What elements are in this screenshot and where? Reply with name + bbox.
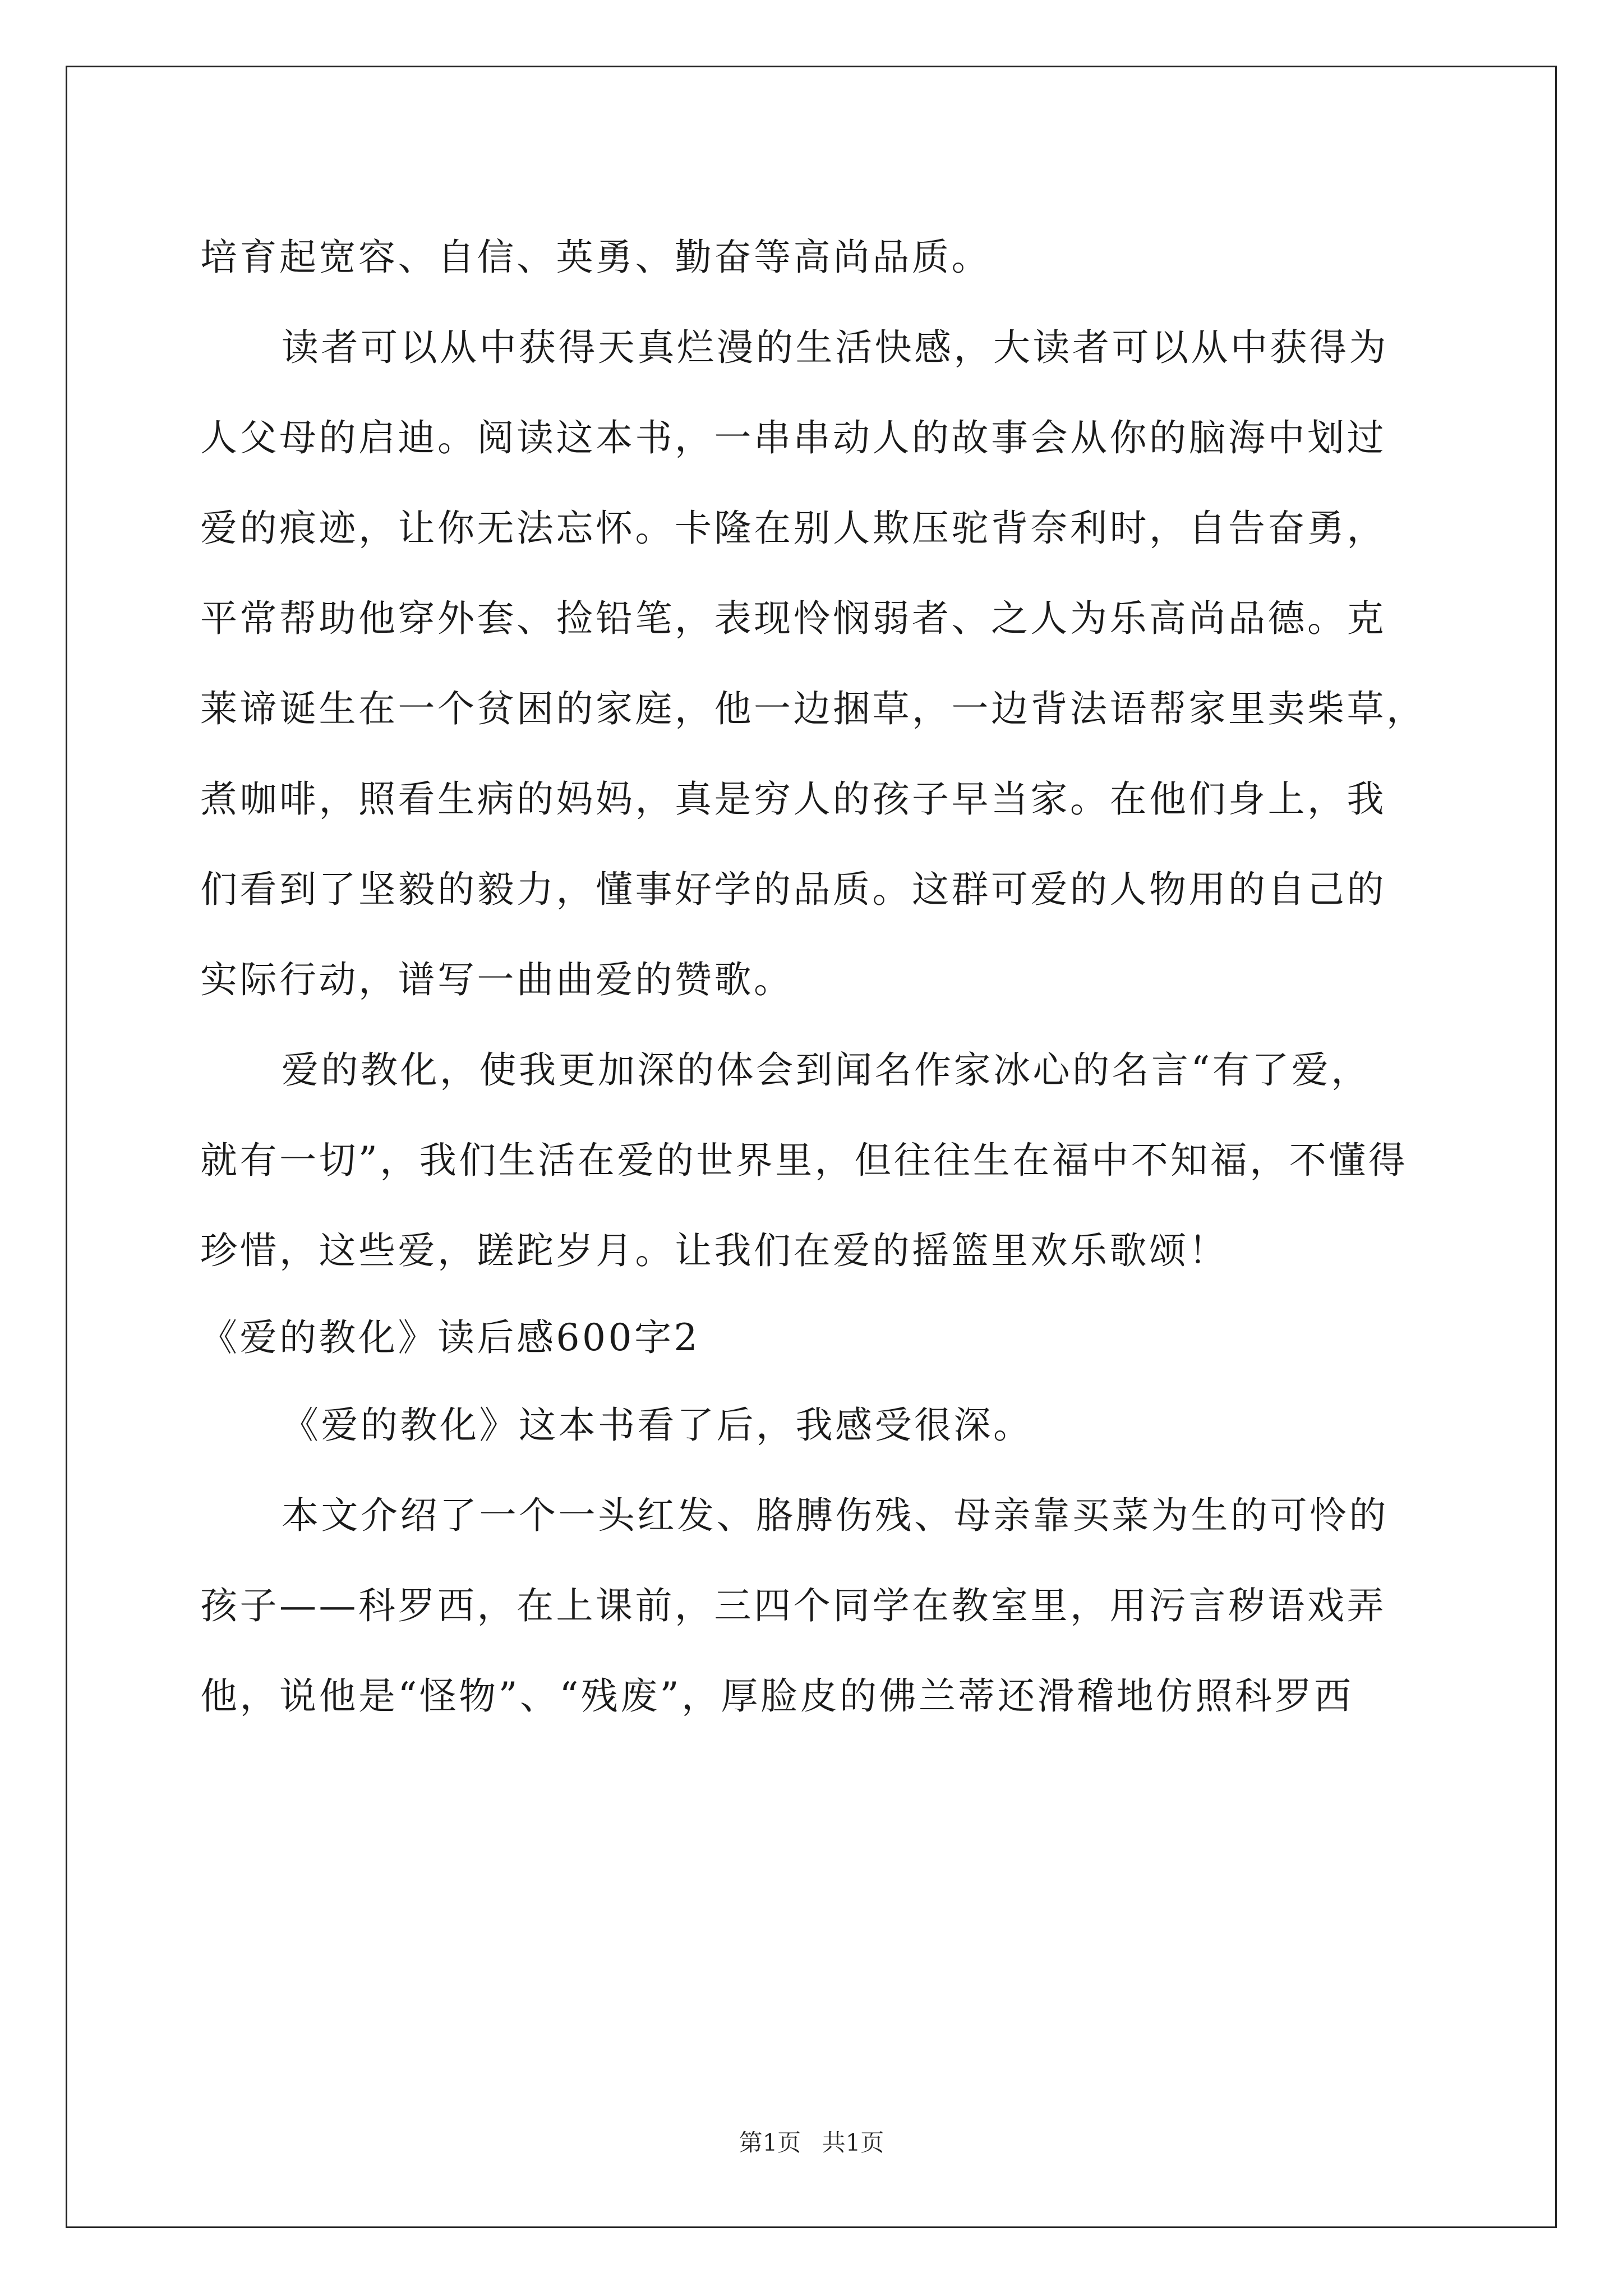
text-line: 们看到了坚毅的毅力，懂事好学的品质。这群可爱的人物用的自己的 <box>200 868 1386 911</box>
text-line: 读者可以从中获得天真烂漫的生活快感，大读者可以从中获得为 <box>282 326 1389 369</box>
document-body <box>200 212 1434 1741</box>
text-line: 就有一切”，我们生活在爱的世界里，但往往生在福中不知福，不懂得 <box>200 1139 1408 1182</box>
text-line: 平常帮助他穿外套、捡铅笔，表现怜悯弱者、之人为乐高尚品德。克 <box>200 597 1386 640</box>
text-line: 他，说他是“怪物”、“残废”，厚脸皮的佛兰蒂还滑稽地仿照科罗西 <box>200 1674 1354 1718</box>
text-line: 爱的痕迹，让你无法忘怀。卡隆在别人欺压驼背奈利时，自告奋勇， <box>200 507 1386 550</box>
text-line: 煮咖啡，照看生病的妈妈，真是穷人的孩子早当家。在他们身上，我 <box>200 777 1386 821</box>
text-line: 人父母的启迪。阅读这本书，一串串动人的故事会从你的脑海中划过 <box>200 416 1386 459</box>
page-number: 第1页 <box>739 2129 801 2156</box>
page-footer <box>0 2129 1623 2157</box>
text-line: 实际行动，谱写一曲曲爱的赞歌。 <box>200 958 794 1001</box>
text-line: 珍惜，这些爱，蹉跎岁月。让我们在爱的摇篮里欢乐歌颂！ <box>200 1229 1228 1272</box>
text-line: 培育起宽容、自信、英勇、勤奋等高尚品质。 <box>200 236 991 279</box>
page-total: 共1页 <box>822 2129 884 2156</box>
text-line: 孩子——科罗西，在上课前，三四个同学在教室里，用污言秽语戏弄 <box>200 1584 1386 1627</box>
section-heading: 《爱的教化》读后感600字2 <box>200 1316 700 1359</box>
text-line: 爱的教化，使我更加深的体会到闻名作家冰心的名言“有了爱， <box>282 1048 1371 1092</box>
text-line: 本文介绍了一个一头红发、胳膊伤残、母亲靠买菜为生的可怜的 <box>282 1494 1389 1537</box>
text-line: 莱谛诞生在一个贫困的家庭，他一边捆草，一边背法语帮家里卖柴草， <box>200 687 1426 730</box>
text-line: 《爱的教化》这本书看了后，我感受很深。 <box>282 1404 1033 1447</box>
